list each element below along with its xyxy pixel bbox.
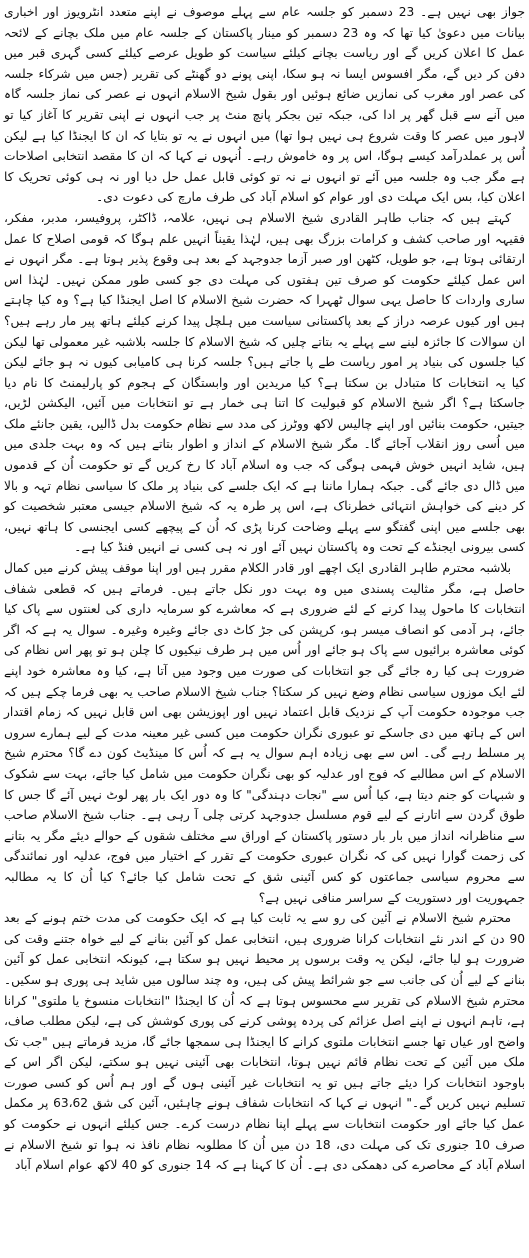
- article-paragraph: محترم شیخ الاسلام نے آئین کی رو سے یہ ثابت کیا ہے کہ ایک حکومت کی مدت ختم ہونے کے بعد 90 دن کے اندر نئے انتخابات کرانا ضروری ہیں، انتخابی عمل کو آئین بنانے کے لیے خواہ جتنے وقت کی ضرورت ہو لیا جائے، لیکن یہ وقت برسوں پر محیط نہیں ہو سکتا ہے، کیونکہ انتخابی عمل کو آئین بنانے کے لیے اُن کی جانب سے جو شرائط پیش کی ہیں، وہ چند سالوں میں شاید ہی پوری ہو سکیں۔ محترم شیخ الاسلام کی تقریر سے محسوس ہوتا ہے کہ اُن کا ایجنڈا "انتخابات منسوخ یا ملتوی" کرانا ہے، تاہم انہوں نے اپنے اصل عزائم کی پردہ پوشی کرنے کی پوری کوشش کی ہے، لیکن مطلب صاف، واضح اور عیاں تھا جسے انتخابات ملتوی کرانے کا ایجنڈا ہی سمجھا جائے گا، مزید فرماتے ہیں "جب تک ملک میں آئین کے تحت نظام قائم نہیں ہوتا، انتخابات بھی آئینی نہیں ہو سکتے، لیکن اگر اس کے باوجود انتخابات کرا دیئے جاتے ہیں تو یہ انتخابات غیر آئینی ہوں گے اور ہم اُس کو کسی صورت تسلیم نہیں کریں گے۔" انہوں نے کہا کہ انتخابات شفاف ہونے چاہئیں، آئین کی شق 63،62 پر مکمل عمل کیا جائے اور حکومت انتخابات سے پہلے اپنا نظام درست کرے۔ جس کیلئے انہوں نے حکومت کو صرف 10 جنوری تک کی مہلت دی، 18 دن میں اُن کا مطلوبہ نظام نافذ نہ ہوا تو شیخ الاسلام نے اسلام آباد کے محاصرے کی دھمکی دی ہے۔ اُن کا کہنا ہے کہ 14 جنوری کو 40 لاکھ عوام اسلام آباد: [4, 911, 525, 1173]
- article-paragraph: جواز بھی نہیں ہے۔ 23 دسمبر کو جلسہ عام سے پہلے موصوف نے اپنے متعدد انٹرویوز اور اخباری بیانات میں دعویٰ کیا تھا کہ وہ 23 دسمبر کو مینار پاکستان کے جلسہ عام میں ملک بچانے کے لائحہ عمل کا اعلان کریں گے اور ریاست بچانے کیلئے سیاست کو طویل عرصے کیلئے کسی گہری قبر میں دفن کر دیں گے، مگر افسوس ایسا نہ ہو سکا، اپنی پونے دو گھنٹے کی تقریر (جس میں شرکاء جلسہ کی عصر اور مغرب کی نمازیں ضائع ہوئیں اور بقول شیخ الاسلام انہوں نے عصر کی نماز جلسہ گاہ میں آنے سے قبل گھر پر ادا کی، جبکہ تین بجکر پانچ منٹ پر جب انہوں نے اپنی تقریر کا آغاز کیا تو لاہور میں عصر کا وقت شروع ہی نہیں ہوا تھا) میں انہوں نے یہ تو بتایا کہ ان کا ایجنڈا کیا ہے لیکن اُس پر عملدرآمد کیسے ہوگا، اس پر وہ خاموش رہے۔ اُنہوں نے کہا کہ ان کا مقصد انتخابی اصلاحات ہے مگر جب وہ جلسہ میں آئے تو انہوں نے نہ تو کوئی قابل عمل حل دیا اور نہ ہی کوئی تحریک کا اعلان کیا، بس ایک مہلت دی اور عوام کو اسلام آباد کی طرف مارچ کی دعوت دی۔: [4, 5, 525, 205]
- article-paragraph: کہتے ہیں کہ جناب طاہر القادری شیخ الاسلام ہی نہیں، علامہ، ڈاکٹر، پروفیسر، مدبر، مفکر، فقیہہ اور صاحب کشف و کرامات بزرگ بھی ہیں، لہٰذا یقیناً انہیں علم ہوگا کہ قومی اصلاح کا عمل ارتقائی ہوتا ہے، جو طویل، کٹھن اور صبر آزما جدوجہد کے بعد ہی وقوع پذیر ہوتا ہے۔ مگر انہوں نے اس عمل کیلئے حکومت کو صرف تین ہفتوں کی مہلت دی جو کسی طور ممکن نہیں۔ لہٰذا اس ساری واردات کا حاصل یہی سوال ٹھہرا کہ حضرت شیخ الاسلام کا اصل ایجنڈا کیا ہے؟ وہ کیا چاہتے ہیں اور کیوں عرصہ دراز کے بعد پاکستانی سیاست میں ہلچل پیدا کرنے کیلئے ہاتھ پیر مار رہے ہیں؟ ان سوالات کا جائزہ لینے سے پہلے یہ بتاتے چلیں کہ شیخ الاسلام کا جلسہ بلاشبہ غیر معمولی تھا لیکن کیا جلسوں کی بنیاد پر امور ریاست طے پا جاتے ہیں؟ جلسہ کرنا ہی کامیابی کیوں نہ ہو جائے لیکن کیا یہ انتخابات کا متبادل بن سکتا ہے؟ کیا مریدین اور وابستگان کے ہجوم کو پارلیمنٹ کا نام دیا جاسکتا ہے؟ اگر شیخ الاسلام کو قبولیت کا اتنا ہی خمار ہے تو انتخابات میں آئیں، الیکشن لڑیں، جیتیں، حکومت بنائیں اور اپنے چالیس لاکھ ووٹرز کی مدد سے نظام حکومت بدل ڈالیں، یقین جانئے ملک میں اُسی روز انقلاب آجائے گا۔ مگر شیخ الاسلام کے انداز و اطوار بتاتے ہیں کہ وہ بہت جلدی میں ہیں، شاید انہیں خوش فہمی ہوگی کہ جب وہ اسلام آباد کا رخ کریں گے تو حکومت اُن کے قدموں میں ڈال دی جائے گی۔ جبکہ ہمارا ماننا ہے کہ ایک جلسے کی بنیاد پر ملک کا سیاسی نظام تہہ و بالا کر دینے کی خواہش انتہائی خطرناک ہے، اس پر طرہ یہ کہ شیخ الاسلام جیسی معتبر شخصیت کو بھی جلسے میں اپنی گفتگو سے پہلے وضاحت کرنا پڑی کہ اُن کے پیچھے کسی ایجنسی کا ہاتھ نہیں، کسی بیرونی ایجنڈے کے تحت وہ پاکستان نہیں آئے اور نہ ہی کسی نے انہیں فنڈ کیا ہے۔: [4, 210, 525, 555]
- article-paragraph: بلاشبہ محترم طاہر القادری ایک اچھے اور قادر الکلام مقرر ہیں اور اپنا موقف پیش کرنے میں کمال حاصل ہے، مگر مثالیت پسندی میں وہ بہت دور نکل جاتے ہیں۔ فرماتے ہیں کہ قطعی شفاف انتخابات کا ماحول پیدا کرنے کے لئے ضروری ہے کہ معاشرے کو سرمایہ داری کی لعنتوں سے پاک کیا جائے، ہر آدمی کو انصاف میسر ہو، کرپشن کی جڑ کاٹ دی جائے وغیرہ وغیرہ۔ سوال یہ ہے کہ اگر کوئی معاشرہ برائیوں سے پاک ہو جائے اور اُس میں ہر طرف نیکیوں کا چلن ہو تو پھر اس نظام کی ضرورت ہی کیا رہ جائے گی جو انتخابات کی صورت میں وجود میں آتا ہے، کیا وہ معاشرہ خود اپنے لئے ایک موزوں سیاسی نظام وضع نہیں کر سکتا؟ جناب شیخ الاسلام صاحب یہ بھی فرما چکے ہیں کہ جب موجودہ حکومت آپ کے نزدیک قابل اعتماد نہیں اور اپوزیشن بھی اس قابل نہیں کہ زمام اقتدار اس کے ہاتھ میں دی جاسکے تو عبوری نگران حکومت میں کسی غیر معینہ مدت کے لیے ہمارے سروں پر مسلط رہے گی۔ اس سے بھی زیادہ اہم سوال یہ ہے کہ اُس کا مینڈیٹ کون دے گا؟ محترم شیخ الاسلام کے اس مطالبے کہ فوج اور عدلیہ کو بھی نگران حکومت میں شامل کیا جائے، بہت سے شکوک و شبہات کو جنم دیتا ہے، کیا اُس سے "نجات دہندگی" کا وہ دور ایک بار پھر لوٹ نہیں آئے گا جس کا طوق گردن سے اتارنے کے لیے قوم مسلسل جدوجہد کرتی چلی آ رہی ہے۔ جناب شیخ الاسلام صاحب سے مناظرانہ انداز میں بار بار دستور پاکستان کے اوراق سے مختلف شقوں کے حوالے دیئے مگر یہ بتانے کی زحمت گوارا نہیں کی کہ نگران عبوری حکومت کے تقرر کے اختیار میں فوج، عدلیہ اور نمائندگی سے محروم سیاسی جماعتوں کو کس آئینی شق کے تحت شامل کیا جائے؟ کیا اُن کا یہ مطالبہ جمہوریت اور دستوریت کے سراسر منافی نہیں ہے؟: [4, 561, 525, 905]
